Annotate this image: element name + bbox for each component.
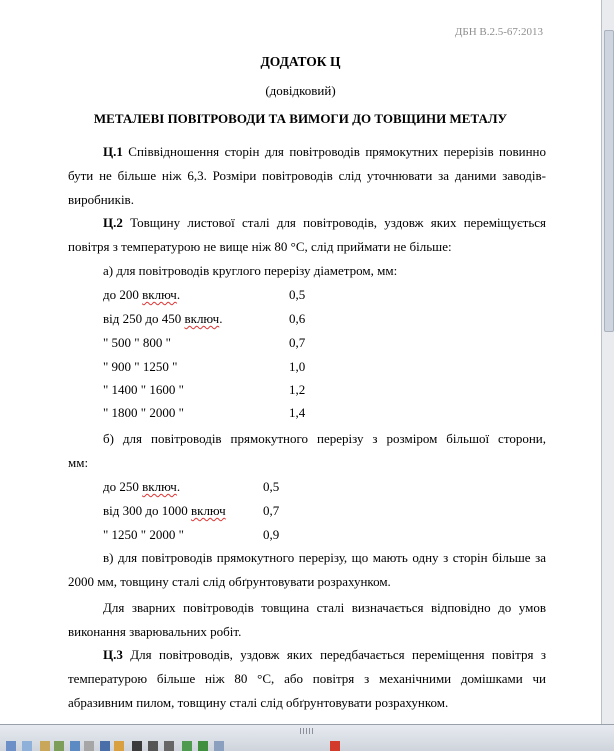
document-code-header: ДБН В.2.5-67:2013 — [454, 26, 543, 38]
list-a-row: " 1800 " 2000 " — [103, 405, 184, 420]
list-b-intro — [68, 427, 546, 475]
paragraph-c2 — [68, 211, 546, 259]
list-a-value: 0,5 — [289, 287, 306, 302]
clause-text-c3: Для повітроводів, уздовж яких передбачається переміщення повітря з температурою більше ніж 80 °С, або повітря з механічними домішками чи абразивним пилом, товщину сталі слід обґрунтовувати розрахунком. — [68, 647, 546, 710]
toolbar-grip-icon[interactable] — [300, 728, 314, 734]
clause-label-c2: Ц.2 — [103, 215, 123, 230]
clause-label-c1: Ц.1 — [103, 144, 123, 159]
paragraph-welded — [68, 596, 546, 644]
list-b-value: 0,9 — [263, 527, 280, 542]
list-b-intro-line2: мм: — [68, 455, 89, 470]
vertical-scrollbar[interactable] — [601, 0, 614, 724]
paragraph-c1 — [68, 140, 546, 212]
list-a-row: " 500 " 800 " — [103, 335, 171, 350]
appendix-subtitle: (довідковий) — [265, 83, 336, 98]
list-a-value: 1,2 — [289, 382, 306, 397]
clause-text-c2: Товщину листової сталі для повітроводів, уздовж яких переміщується повітря з температурою не вище ніж 80 °С, слід приймати не більше: — [68, 215, 546, 254]
appendix-heading: МЕТАЛЕВІ ПОВІТРОВОДИ ТА ВИМОГИ ДО ТОВЩИНИ МЕТАЛУ — [93, 111, 508, 126]
appendix-title: ДОДАТОК Ц — [260, 54, 341, 69]
clause-label-c3: Ц.3 — [103, 647, 123, 662]
paragraph-list-c-text: в) для повітроводів прямокутного перерізу, що мають одну з сторін більше за 2000 мм, товщину сталі слід обґрунтовувати розрахунком. — [68, 550, 546, 589]
paragraph-welded-text: Для зварних повітроводів товщина сталі визначається відповідно до умов виконання зварювальних робіт. — [68, 600, 546, 639]
list-b-row: від 300 до 1000 включ — [103, 503, 226, 518]
list-a-value: 1,4 — [289, 405, 306, 420]
scrollbar-thumb[interactable] — [604, 30, 614, 332]
list-b-value: 0,5 — [263, 479, 280, 494]
list-b-value: 0,7 — [263, 503, 280, 518]
list-a-value: 1,0 — [289, 359, 306, 374]
paragraph-c3 — [68, 643, 546, 715]
drawing-toolbar — [0, 724, 614, 751]
clause-text-c1: Співвідношення сторін для повітроводів прямокутних перерізів повинно бути не більше ніж 6,3. Розміри повітроводів слід уточнювати за даними заводів-виробників. — [68, 144, 546, 207]
paragraph-list-c — [68, 546, 546, 594]
list-a-value: 0,6 — [289, 311, 306, 326]
list-b-row: " 1250 " 2000 " — [103, 527, 184, 542]
list-b-intro-line1: б) для повітроводів прямокутного перерізу з розміром більшої сторони, — [103, 431, 546, 446]
list-a-row: " 900 " 1250 " — [103, 359, 178, 374]
list-a-row: до 200 включ. — [103, 287, 181, 302]
list-a-value: 0,7 — [289, 335, 306, 350]
list-a-row: " 1400 " 1600 " — [103, 382, 184, 397]
list-a-intro: а) для повітроводів круглого перерізу діаметром, мм: — [103, 263, 398, 278]
list-a-row: від 250 до 450 включ. — [103, 311, 223, 326]
list-b-row: до 250 включ. — [103, 479, 181, 494]
